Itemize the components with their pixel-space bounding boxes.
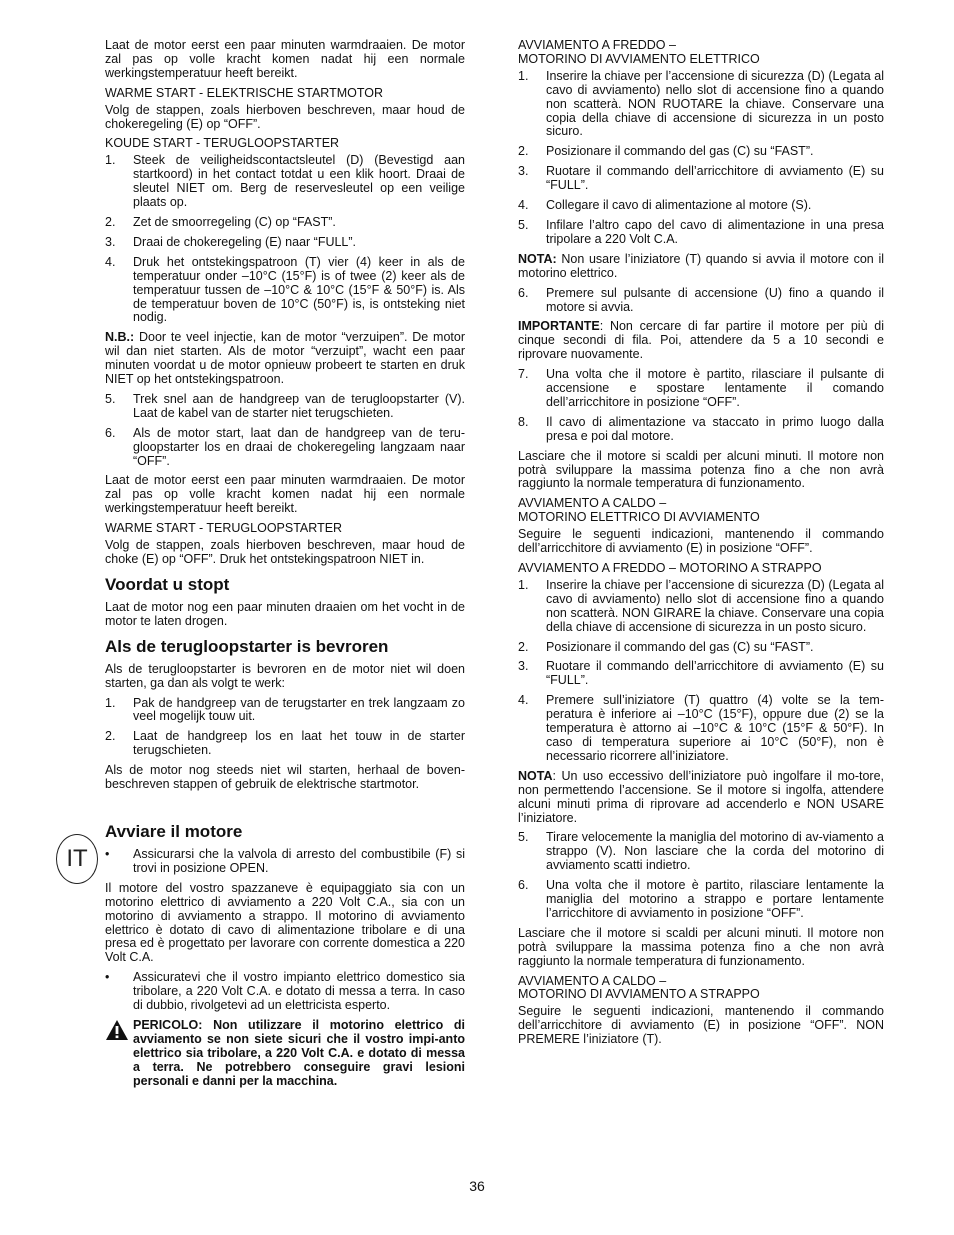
list-item	[518, 641, 884, 655]
list-item	[518, 70, 884, 140]
item-text: Una volta che il motore è partito, rilasciare il pulsante di accensione e spostare lentamente il comando dell’arricchitore in posizione “OFF”.	[546, 367, 884, 409]
section-title: AVVIAMENTO A CALDO –	[518, 496, 667, 511]
item-number: 5.	[518, 830, 529, 845]
item-number: 5.	[518, 217, 529, 232]
important-label: IMPORTANTE	[518, 319, 600, 334]
list-item	[518, 879, 884, 921]
bullet-item	[105, 848, 465, 876]
item-text: Posizionare il commando del gas (C) su “FAST”.	[546, 144, 814, 159]
paragraph: Volg de stappen, zoals hierboven beschreven, maar houd de chokeregeling (E) op “OFF”.	[105, 102, 465, 131]
section-title: KOUDE START - TERUGLOOPSTARTER	[105, 136, 340, 151]
note-text: : Un uso eccessivo dell’iniziatore può ingolfare il mo-tore, non permettendo l’accensione. Se il motore si ingolfa, attendere alcuni minuti prima di riprovare ad accenderlo e NON USARE l’iniziatore.	[518, 768, 884, 825]
paragraph: Laat de motor nog een paar minuten draaien om het vocht in de motor te laten drogen.	[105, 599, 465, 628]
item-number: 2.	[518, 144, 529, 159]
warning-triangle-icon	[105, 1019, 133, 1089]
section-title: MOTORINO DI AVVIAMENTO ELETTRICO	[518, 51, 760, 66]
list-item	[518, 416, 884, 444]
note-label: NOTA:	[518, 251, 557, 266]
list-item	[105, 697, 465, 725]
item-number: 3.	[105, 234, 116, 249]
item-number: 2.	[105, 214, 116, 229]
item-text: Steek de veiligheidscontactsleutel (D) (Bevestigd aan startkoord) in het contact totdat u een klik hoort. Draai de sleutel NIET om. Berg de reservesleutel op een veilige plaats op.	[133, 153, 465, 210]
item-text: Posizionare il commando del gas (C) su “FAST”.	[546, 639, 814, 654]
item-text: Draai de chokeregeling (E) naar “FULL”.	[133, 234, 357, 249]
item-text: Pak de handgreep van de terugstarter en trek langzaam zo veel mogelijk touw uit.	[133, 695, 465, 724]
item-text: Premere sull’iniziatore (T) quattro (4) volte se la tem-peratura è inferiore ai –10°C (15°F), oppure due (2) se la temperatura è attorno ai –10°C & 10°C (15°F & 50°F). In caso di temperatura superiore ai 10°C (50°F), non è necessario ricorrere all’iniziatore.	[546, 693, 884, 763]
item-text: Infilare l’altro capo del cavo di alimentazione in una presa tripolare a 220 Volt C.A.	[546, 217, 884, 246]
item-text: Druk het ontstekingspatroon (T) vier (4) keer in als de temperatuur onder –10°C (15°F) is of twee (2) keer als de temperatuur tussen de –10°C & 10°C (15°F & 50°F) is. Als de temperatuur boven de 10°C (50°F) is, is ontsteking niet nodig.	[133, 254, 465, 325]
list-item	[518, 287, 884, 315]
section-title: AVVIAMENTO A CALDO –	[518, 973, 667, 988]
item-text: Zet de smoorregeling (C) op “FAST”.	[133, 214, 336, 229]
list-item	[518, 579, 884, 635]
list-item	[518, 145, 884, 159]
item-number: 1.	[518, 68, 529, 83]
section-title: WARME START - ELEKTRISCHE STARTMOTOR	[105, 85, 384, 100]
item-number: 8.	[518, 414, 529, 429]
item-text: Ruotare il commando dell’arricchitore di avviamento (E) su “FULL”.	[546, 164, 884, 193]
item-number: 6.	[518, 285, 529, 300]
item-number: 1.	[105, 153, 116, 168]
paragraph: Volg de stappen, zoals hierboven beschreven, maar houd de choke (E) op “OFF”. Druk het ontstekingspatroon NIET in.	[105, 538, 465, 566]
item-text: Il cavo di alimentazione va staccato in primo luogo dalla presa e poi dal motore.	[546, 414, 884, 443]
item-text: Inserire la chiave per l’accensione di sicurezza (D) (Legata al cavo di avviamento) nello slot di accensione fino a quando non scatterà. NON RUOTARE la chiave. Conservare una copia della chiave di accensione di sicurezza in un posto sicuro.	[546, 68, 884, 139]
item-text: Collegare il cavo di alimentazione al motore (S).	[546, 198, 812, 213]
page-number: 36	[469, 1178, 485, 1194]
left-column	[105, 39, 465, 1088]
note-paragraph	[518, 770, 884, 826]
paragraph: Seguire le seguenti indicazioni, mantenendo il commando dell’arricchitore di avviamento (E) in posizione “OFF”.	[518, 527, 884, 556]
item-number: 7.	[518, 367, 529, 382]
list-item	[518, 660, 884, 688]
section-title: AVVIAMENTO A FREDDO –	[518, 38, 676, 52]
section-heading: Als de terugloopstarter is bevroren	[105, 636, 389, 656]
item-text: Laat de handgreep los en laat het touw in de starter terugschieten.	[133, 729, 465, 758]
item-number: 1.	[518, 577, 529, 592]
section-heading: Voordat u stopt	[105, 574, 230, 594]
section-title: WARME START - TERUGLOOPSTARTER	[105, 521, 343, 536]
bullet-item	[105, 971, 465, 1013]
item-text: Assicurarsi che la valvola di arresto del combustibile (F) si trovi in posizione OPEN.	[133, 846, 465, 875]
paragraph: Lasciare che il motore si scaldi per alcuni minuti. Il motore non potrà sviluppare la massima potenza fino a che non avrà raggiunto la normale temperatura di funzionamento.	[518, 448, 884, 491]
section-title: MOTORINO ELETTRICO DI AVVIAMENTO	[518, 510, 760, 525]
item-number: 6.	[518, 878, 529, 893]
important-text: : Non cercare di far partire il motore per più di cinque secondi di fila. Poi, attendere da 5 a 10 secondi e riprovare nuovamente.	[518, 319, 884, 362]
paragraph: Seguire le seguenti indicazioni, mantenendo il commando dell’arricchitore di avviamento (E) in posizione “OFF”. NON PREMERE l’iniziatore (T).	[518, 1004, 884, 1047]
item-number: 4.	[518, 198, 529, 213]
item-number: 4.	[105, 254, 116, 269]
list-item	[518, 199, 884, 213]
danger-text: PERICOLO: Non utilizzare il motorino elettrico di avviamento se non siete sicuri che il vostro impi-anto elettrico sia tribolare, a 220 Volt C.A. e dotato di messa a terra. Ne potrebbero conseguire gravi lesioni personali e danni per la macchina.	[133, 1017, 465, 1088]
note-text: Door te veel injectie, kan de motor “verzuipen”. De motor wil dan niet starten. Als de motor “verzuipt”, wacht een paar minuten voordat u de motor opnieuw probeert te starten en druk NIET op het ontstekingspatroon.	[105, 330, 465, 387]
danger-warning	[105, 1019, 465, 1089]
list-item	[518, 831, 884, 873]
item-text: Als de motor start, laat dan de handgreep van de teru-gloopstarter los en draai de chokeregeling langzaam naar “OFF”.	[133, 425, 465, 468]
list-item	[105, 216, 465, 230]
item-number: 4.	[518, 693, 529, 708]
list-item	[518, 694, 884, 764]
bullet-icon: •	[105, 846, 110, 861]
item-number: 3.	[518, 659, 529, 674]
section-title: AVVIAMENTO A FREDDO – MOTORINO A STRAPPO	[518, 561, 822, 575]
item-text: Tirare velocemente la maniglia del motorino di av-viamento a strappo (V). Non lasciare che la corda del motorino di avviamento scatti indietro.	[546, 830, 884, 873]
list-item	[105, 393, 465, 421]
item-text: Premere sul pulsante di accensione (U) fino a quando il motore si avvia.	[546, 285, 884, 314]
list-item	[105, 730, 465, 758]
section-heading: Avviare il motore	[105, 821, 243, 841]
item-number: 6.	[105, 425, 116, 440]
item-text: Trek snel aan de handgreep van de terugloopstarter (V). Laat de kabel van de starter niet terugschieten.	[133, 391, 465, 420]
item-number: 5.	[105, 391, 116, 406]
list-item	[105, 427, 465, 469]
note-label: NOTA	[518, 768, 553, 783]
section-title: MOTORINO DI AVVIAMENTO A STRAPPO	[518, 987, 760, 1002]
list-item	[518, 219, 884, 247]
paragraph: Lasciare che il motore si scaldi per alcuni minuti. Il motore non potrà sviluppare la massima potenza fino a che non avrà raggiunto la normale temperatura di funzionamento.	[518, 925, 884, 968]
language-tab-label: IT	[66, 845, 88, 872]
list-item	[105, 236, 465, 250]
paragraph: Laat de motor eerst een paar minuten warmdraaien. De motor zal pas op volle kracht komen nadat hij een normale werkingstemperatuur heeft bereikt.	[105, 38, 465, 80]
bullet-icon: •	[105, 970, 110, 985]
item-text: Inserire la chiave per l’accensione di sicurezza (D) (Legata al cavo di avviamento) nello slot di accensione fino a quando non scatterà. NON GIRARE la chiave. Conservare una copia della chiave di accensione di sicurezza in un posto sicuro.	[546, 577, 884, 634]
note-paragraph	[105, 331, 465, 387]
right-column	[518, 39, 884, 1053]
important-paragraph	[518, 320, 884, 362]
list-item	[105, 256, 465, 326]
paragraph: Als de terugloopstarter is bevroren en de motor niet wil doen starten, ga dan als volgt te werk:	[105, 661, 465, 690]
item-number: 1.	[105, 695, 116, 710]
item-number: 2.	[518, 639, 529, 654]
item-text: Assicuratevi che il vostro impianto elettrico domestico sia tribolare, a 220 Volt C.A. e dotato di messa a terra. In caso di dubbio, rivolgetevi ad un elettricista esperto.	[133, 970, 465, 1013]
list-item	[518, 165, 884, 193]
paragraph: Il motore del vostro spazzaneve è equipaggiato sia con un motorino elettrico di avviamento a 220 Volt C.A., sia con un motorino di avviamento a strappo. Il motorino di avviamento elettrico è dotato di cavo di alimentazione tribolare e di una presa ed è progettato per lavorare con corrente domestica a 220 Volt C.A.	[105, 880, 465, 965]
item-text: Una volta che il motore è partito, rilasciare lentamente la maniglia del motorino a strappo e portare lentamente l’arricchitore di avviamento in posizione “OFF”.	[546, 878, 884, 920]
language-tab	[56, 834, 98, 884]
paragraph: Laat de motor eerst een paar minuten warmdraaien. De motor zal pas op volle kracht komen nadat hij een normale werkingstemperatuur heeft bereikt.	[105, 473, 465, 516]
note-label: N.B.:	[105, 330, 135, 345]
list-item	[105, 154, 465, 210]
item-number: 2.	[105, 729, 116, 744]
item-text: Ruotare il commando dell’arricchitore di avviamento (E) su “FULL”.	[546, 659, 884, 688]
item-number: 3.	[518, 164, 529, 179]
note-paragraph	[518, 253, 884, 281]
note-text: Non usare l’iniziatore (T) quando si avvia il motore con il motorino elettrico.	[518, 251, 884, 280]
list-item	[518, 368, 884, 410]
paragraph: Als de motor nog steeds niet wil starten, herhaal de boven-beschreven stappen of gebruik de elektrische startmotor.	[105, 763, 465, 792]
